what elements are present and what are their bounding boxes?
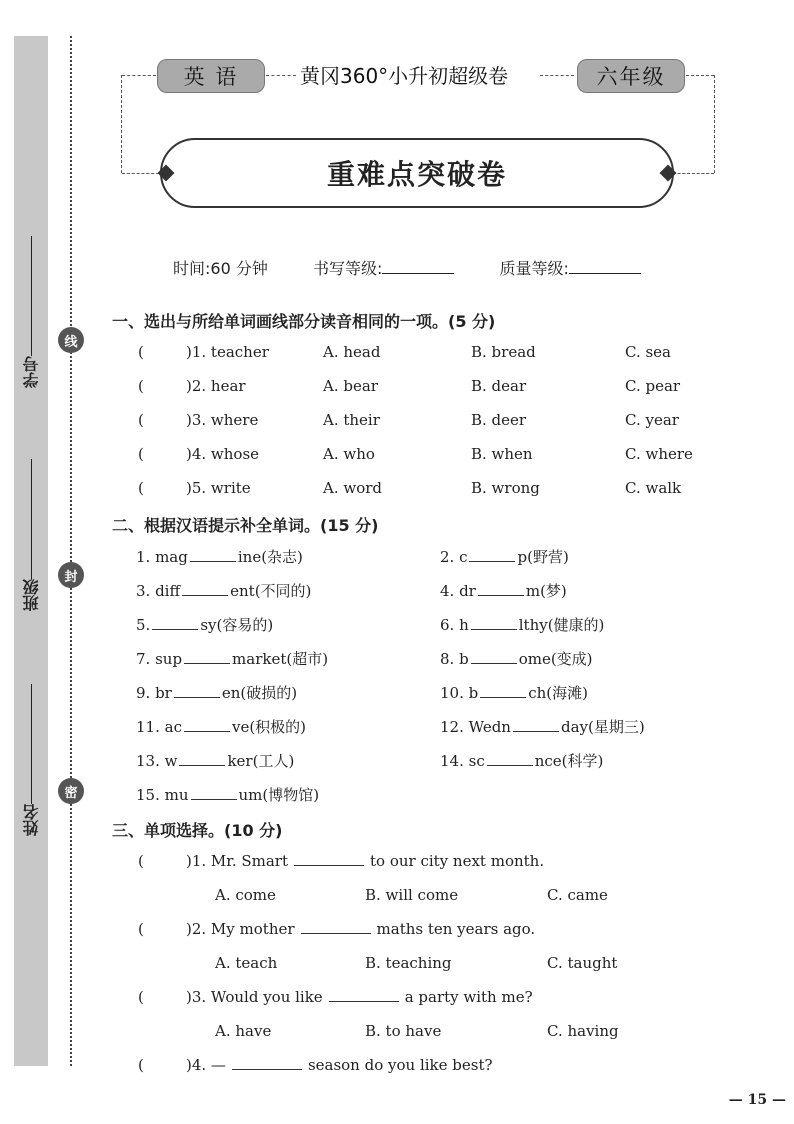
- question-word: )3. where: [186, 411, 259, 429]
- writing-grade-blank[interactable]: [382, 259, 454, 274]
- class-field[interactable]: [14, 455, 48, 611]
- fill-in-item: [440, 648, 593, 669]
- word-blank[interactable]: [174, 685, 220, 698]
- option-b[interactable]: B. to have: [365, 1022, 442, 1040]
- question-start: )1. Mr. Smart: [186, 852, 288, 870]
- answer-blank[interactable]: [294, 853, 364, 866]
- word-suffix-hint: lthy(健康的): [518, 616, 605, 634]
- option-c[interactable]: C. sea: [625, 343, 671, 361]
- word-prefix: 6. h: [440, 616, 469, 634]
- question-stem: [186, 920, 535, 938]
- word-blank[interactable]: [190, 549, 236, 562]
- word-prefix: 14. sc: [440, 752, 485, 770]
- word-prefix: 1. mag: [136, 548, 188, 566]
- option-b[interactable]: B. wrong: [471, 479, 540, 497]
- answer-paren[interactable]: (: [138, 377, 144, 395]
- question-end: to our city next month.: [370, 852, 545, 870]
- section2-title: 二、根据汉语提示补全单词。(15 分): [112, 516, 379, 535]
- seal-secret-icon: 密: [58, 778, 84, 804]
- class-blank: [31, 459, 32, 579]
- option-c[interactable]: C. year: [625, 411, 679, 429]
- answer-paren[interactable]: (: [138, 852, 144, 870]
- series-title: 黄冈360°小升初超级卷: [300, 64, 509, 88]
- option-a[interactable]: A. bear: [323, 377, 378, 395]
- word-prefix: 3. diff: [136, 582, 181, 600]
- fill-in-item: [136, 580, 311, 601]
- header-dash-mid-left: [266, 75, 296, 76]
- word-prefix: 12. Wedn: [440, 718, 511, 736]
- word-suffix-hint: ome(变成): [518, 650, 593, 668]
- answer-paren[interactable]: (: [138, 1056, 144, 1074]
- exam-info: [173, 256, 681, 279]
- question-word: )4. whose: [186, 445, 260, 463]
- answer-blank[interactable]: [232, 1057, 302, 1070]
- page-number: — 15 —: [728, 1092, 786, 1108]
- question-stem: [186, 852, 544, 870]
- answer-blank[interactable]: [329, 989, 399, 1002]
- student-id-label: 学号: [21, 356, 41, 388]
- option-a[interactable]: A. who: [323, 445, 375, 463]
- header-dash-right: [686, 75, 714, 76]
- word-suffix-hint: m(梦): [525, 582, 567, 600]
- fill-in-item: [440, 682, 588, 703]
- grade-badge: 六年级: [577, 59, 685, 93]
- option-c[interactable]: C. taught: [547, 954, 618, 972]
- question-word: )5. write: [186, 479, 251, 497]
- answer-paren[interactable]: (: [138, 988, 144, 1006]
- cut-line: [70, 36, 72, 1066]
- word-suffix-hint: ent(不同的): [230, 582, 312, 600]
- option-a[interactable]: A. have: [215, 1022, 272, 1040]
- word-prefix: 8. b: [440, 650, 469, 668]
- section1-title: 一、选出与所给单词画线部分读音相同的一项。(5 分): [112, 312, 496, 331]
- option-b[interactable]: B. bread: [471, 343, 536, 361]
- word-blank[interactable]: [469, 549, 515, 562]
- word-suffix-hint: sy(容易的): [200, 616, 274, 634]
- question-start: )4. —: [186, 1056, 226, 1074]
- question-end: season do you like best?: [307, 1056, 493, 1074]
- fill-in-item: [136, 716, 306, 737]
- header-dash-right-vertical: [714, 75, 715, 173]
- word-suffix-hint: ker(工人): [227, 752, 295, 770]
- page-title: 重难点突破卷: [160, 138, 674, 208]
- word-prefix: 13. w: [136, 752, 178, 770]
- word-blank[interactable]: [182, 583, 228, 596]
- word-blank[interactable]: [184, 651, 230, 664]
- word-suffix-hint: day(星期三): [560, 718, 645, 736]
- word-suffix-hint: ve(积极的): [231, 718, 307, 736]
- answer-paren[interactable]: (: [138, 920, 144, 938]
- question-start: )2. My mother: [186, 920, 295, 938]
- word-blank[interactable]: [191, 787, 237, 800]
- word-suffix-hint: ch(海滩): [528, 684, 589, 702]
- seal-line-icon: 线: [58, 327, 84, 353]
- option-a[interactable]: A. word: [323, 479, 383, 497]
- word-blank[interactable]: [478, 583, 524, 596]
- name-field[interactable]: [14, 680, 48, 836]
- student-id-field[interactable]: [14, 232, 48, 388]
- header-dash-left-vertical: [121, 75, 122, 173]
- word-prefix: 5.: [136, 616, 151, 634]
- fill-in-item: [136, 614, 273, 635]
- option-b[interactable]: B. will come: [365, 886, 459, 904]
- word-blank[interactable]: [471, 651, 517, 664]
- name-label: 姓名: [21, 804, 41, 836]
- header-dash-left: [122, 75, 156, 76]
- answer-paren[interactable]: (: [138, 343, 144, 361]
- option-c[interactable]: C. where: [625, 445, 693, 463]
- fill-in-item: [136, 784, 319, 805]
- question-stem: [186, 1056, 493, 1074]
- option-b[interactable]: B. dear: [471, 377, 527, 395]
- option-c[interactable]: C. pear: [625, 377, 681, 395]
- question-word: )1. teacher: [186, 343, 269, 361]
- word-prefix: 4. dr: [440, 582, 476, 600]
- word-suffix-hint: nce(科学): [534, 752, 604, 770]
- option-b[interactable]: B. deer: [471, 411, 527, 429]
- fill-in-item: [136, 648, 328, 669]
- question-word: )2. hear: [186, 377, 246, 395]
- fill-in-item: [440, 750, 603, 771]
- answer-paren[interactable]: (: [138, 411, 144, 429]
- word-suffix-hint: en(破损的): [221, 684, 298, 702]
- option-b[interactable]: B. teaching: [365, 954, 452, 972]
- option-c[interactable]: C. walk: [625, 479, 682, 497]
- word-prefix: 9. br: [136, 684, 172, 702]
- question-end: a party with me?: [404, 988, 533, 1006]
- word-prefix: 2. c: [440, 548, 468, 566]
- fill-in-item: [440, 580, 567, 601]
- name-blank: [31, 684, 32, 804]
- question-stem: [186, 988, 533, 1006]
- time-limit: 时间:60 分钟: [173, 259, 268, 278]
- word-suffix-hint: ine(杂志): [237, 548, 303, 566]
- word-suffix-hint: p(野营): [517, 548, 569, 566]
- option-a[interactable]: A. teach: [215, 954, 278, 972]
- question-start: )3. Would you like: [186, 988, 323, 1006]
- class-label: 班级: [21, 579, 41, 611]
- word-blank[interactable]: [487, 753, 533, 766]
- option-a[interactable]: A. their: [323, 411, 380, 429]
- word-blank[interactable]: [179, 753, 225, 766]
- student-id-blank: [31, 236, 32, 356]
- word-blank[interactable]: [513, 719, 559, 732]
- fill-in-item: [440, 716, 645, 737]
- option-c[interactable]: C. having: [547, 1022, 619, 1040]
- word-suffix-hint: market(超市): [232, 650, 329, 668]
- word-prefix: 11. ac: [136, 718, 182, 736]
- writing-grade: 书写等级:: [313, 259, 454, 278]
- seal-seal-icon: 封: [58, 562, 84, 588]
- answer-paren[interactable]: (: [138, 479, 144, 497]
- option-c[interactable]: C. came: [547, 886, 608, 904]
- answer-blank[interactable]: [301, 921, 371, 934]
- word-blank[interactable]: [471, 617, 517, 630]
- quality-grade-blank[interactable]: [569, 259, 641, 274]
- word-prefix: 10. b: [440, 684, 479, 702]
- fill-in-item: [440, 614, 604, 635]
- question-end: maths ten years ago.: [376, 920, 536, 938]
- word-prefix: 7. sup: [136, 650, 183, 668]
- answer-paren[interactable]: (: [138, 445, 144, 463]
- word-blank[interactable]: [184, 719, 230, 732]
- word-prefix: 15. mu: [136, 786, 189, 804]
- quality-grade: 质量等级:: [499, 259, 640, 278]
- word-blank[interactable]: [152, 617, 198, 630]
- option-b[interactable]: B. when: [471, 445, 533, 463]
- option-a[interactable]: A. head: [323, 343, 381, 361]
- fill-in-item: [440, 546, 569, 567]
- section3-title: 三、单项选择。(10 分): [112, 821, 283, 840]
- fill-in-item: [136, 750, 294, 771]
- word-suffix-hint: um(博物馆): [238, 786, 320, 804]
- word-blank[interactable]: [480, 685, 526, 698]
- fill-in-item: [136, 546, 303, 567]
- header-dash-mid-right: [540, 75, 574, 76]
- fill-in-item: [136, 682, 297, 703]
- option-a[interactable]: A. come: [215, 886, 276, 904]
- subject-badge: 英 语: [157, 59, 265, 93]
